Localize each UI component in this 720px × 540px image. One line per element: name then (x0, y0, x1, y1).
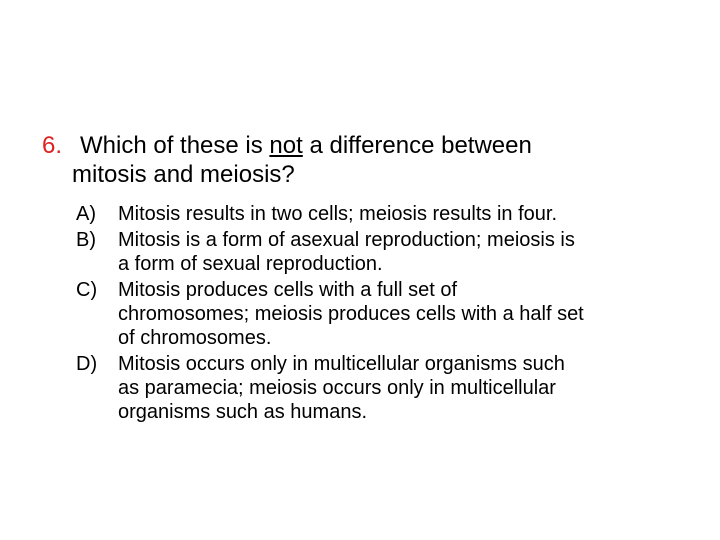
option-a-text (118, 202, 686, 226)
option-a-letter: A) (76, 203, 96, 225)
option-d-letter: D) (76, 353, 98, 375)
option-c (76, 278, 686, 350)
question (42, 131, 682, 189)
option-c-letter: C) (76, 279, 98, 301)
option-a-line-1: Mitosis results in two cells; meiosis results in four. (118, 203, 558, 225)
option-b-text (118, 228, 686, 276)
option-b (76, 228, 686, 276)
option-d-line-1: Mitosis occurs only in multicellular organisms such (118, 353, 565, 375)
option-d (76, 352, 686, 424)
question-line-2: mitosis and meiosis? (72, 161, 295, 188)
option-b-letter: B) (76, 229, 96, 251)
answer-options (76, 202, 686, 426)
option-a (76, 202, 686, 226)
option-c-text (118, 278, 686, 350)
option-d-line-2: as paramecia; meiosis occurs only in multicellular (118, 377, 556, 399)
question-text-after: a difference between (302, 132, 532, 159)
question-number: 6. (42, 132, 63, 159)
question-text-before: Which of these is (80, 132, 270, 159)
option-b-line-1: Mitosis is a form of asexual reproduction; meiosis is (118, 229, 575, 251)
option-c-line-3: of chromosomes. (118, 327, 272, 349)
option-b-line-2: a form of sexual reproduction. (118, 253, 383, 275)
option-d-text (118, 352, 686, 424)
option-c-line-2: chromosomes; meiosis produces cells with a half set (118, 303, 584, 325)
option-c-line-1: Mitosis produces cells with a full set of (118, 279, 458, 301)
question-emphasis: not (269, 132, 303, 159)
question-line-1 (42, 131, 682, 160)
option-d-line-3: organisms such as humans. (118, 401, 368, 423)
